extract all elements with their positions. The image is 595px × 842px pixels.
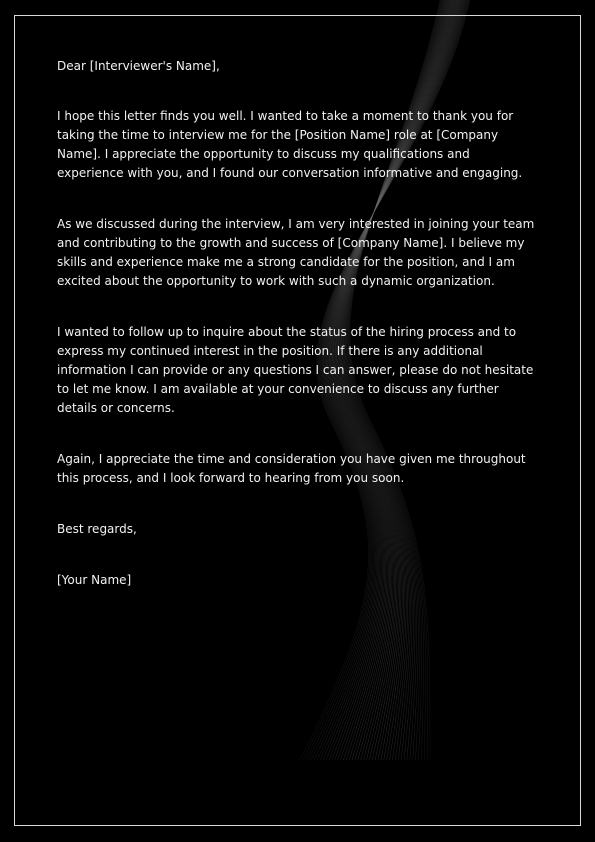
closing: Best regards, — [57, 522, 137, 536]
paragraph-2: As we discussed during the interview, I am very interested in joining your team and contributing to the growth and success of [Company Name]. I believe my skills and experience make me a strong candidate for the position, and I am excited about the opportunity to work with such a dynamic organization. — [57, 217, 535, 288]
paragraph-1: I hope this letter finds you well. I wanted to take a moment to thank you for taking the time to interview me for the [Position Name] role at [Company Name]. I appreciate the opportunity to discuss my qualifications and experience with you, and I found our conversation informative and engaging. — [57, 109, 523, 180]
letter-body — [57, 57, 539, 590]
paragraph-4: Again, I appreciate the time and consideration you have given me throughout this process, and I look forward to hearing from you soon. — [57, 452, 526, 485]
paragraph-3: I wanted to follow up to inquire about the status of the hiring process and to express my continued interest in the position. If there is any additional information I can provide or any questions I can answer, please do not hesitate to let me know. I am available at your convenience to discuss any further details or concerns. — [57, 325, 534, 415]
signature: [Your Name] — [57, 573, 132, 587]
salutation: Dear [Interviewer's Name], — [57, 59, 220, 73]
